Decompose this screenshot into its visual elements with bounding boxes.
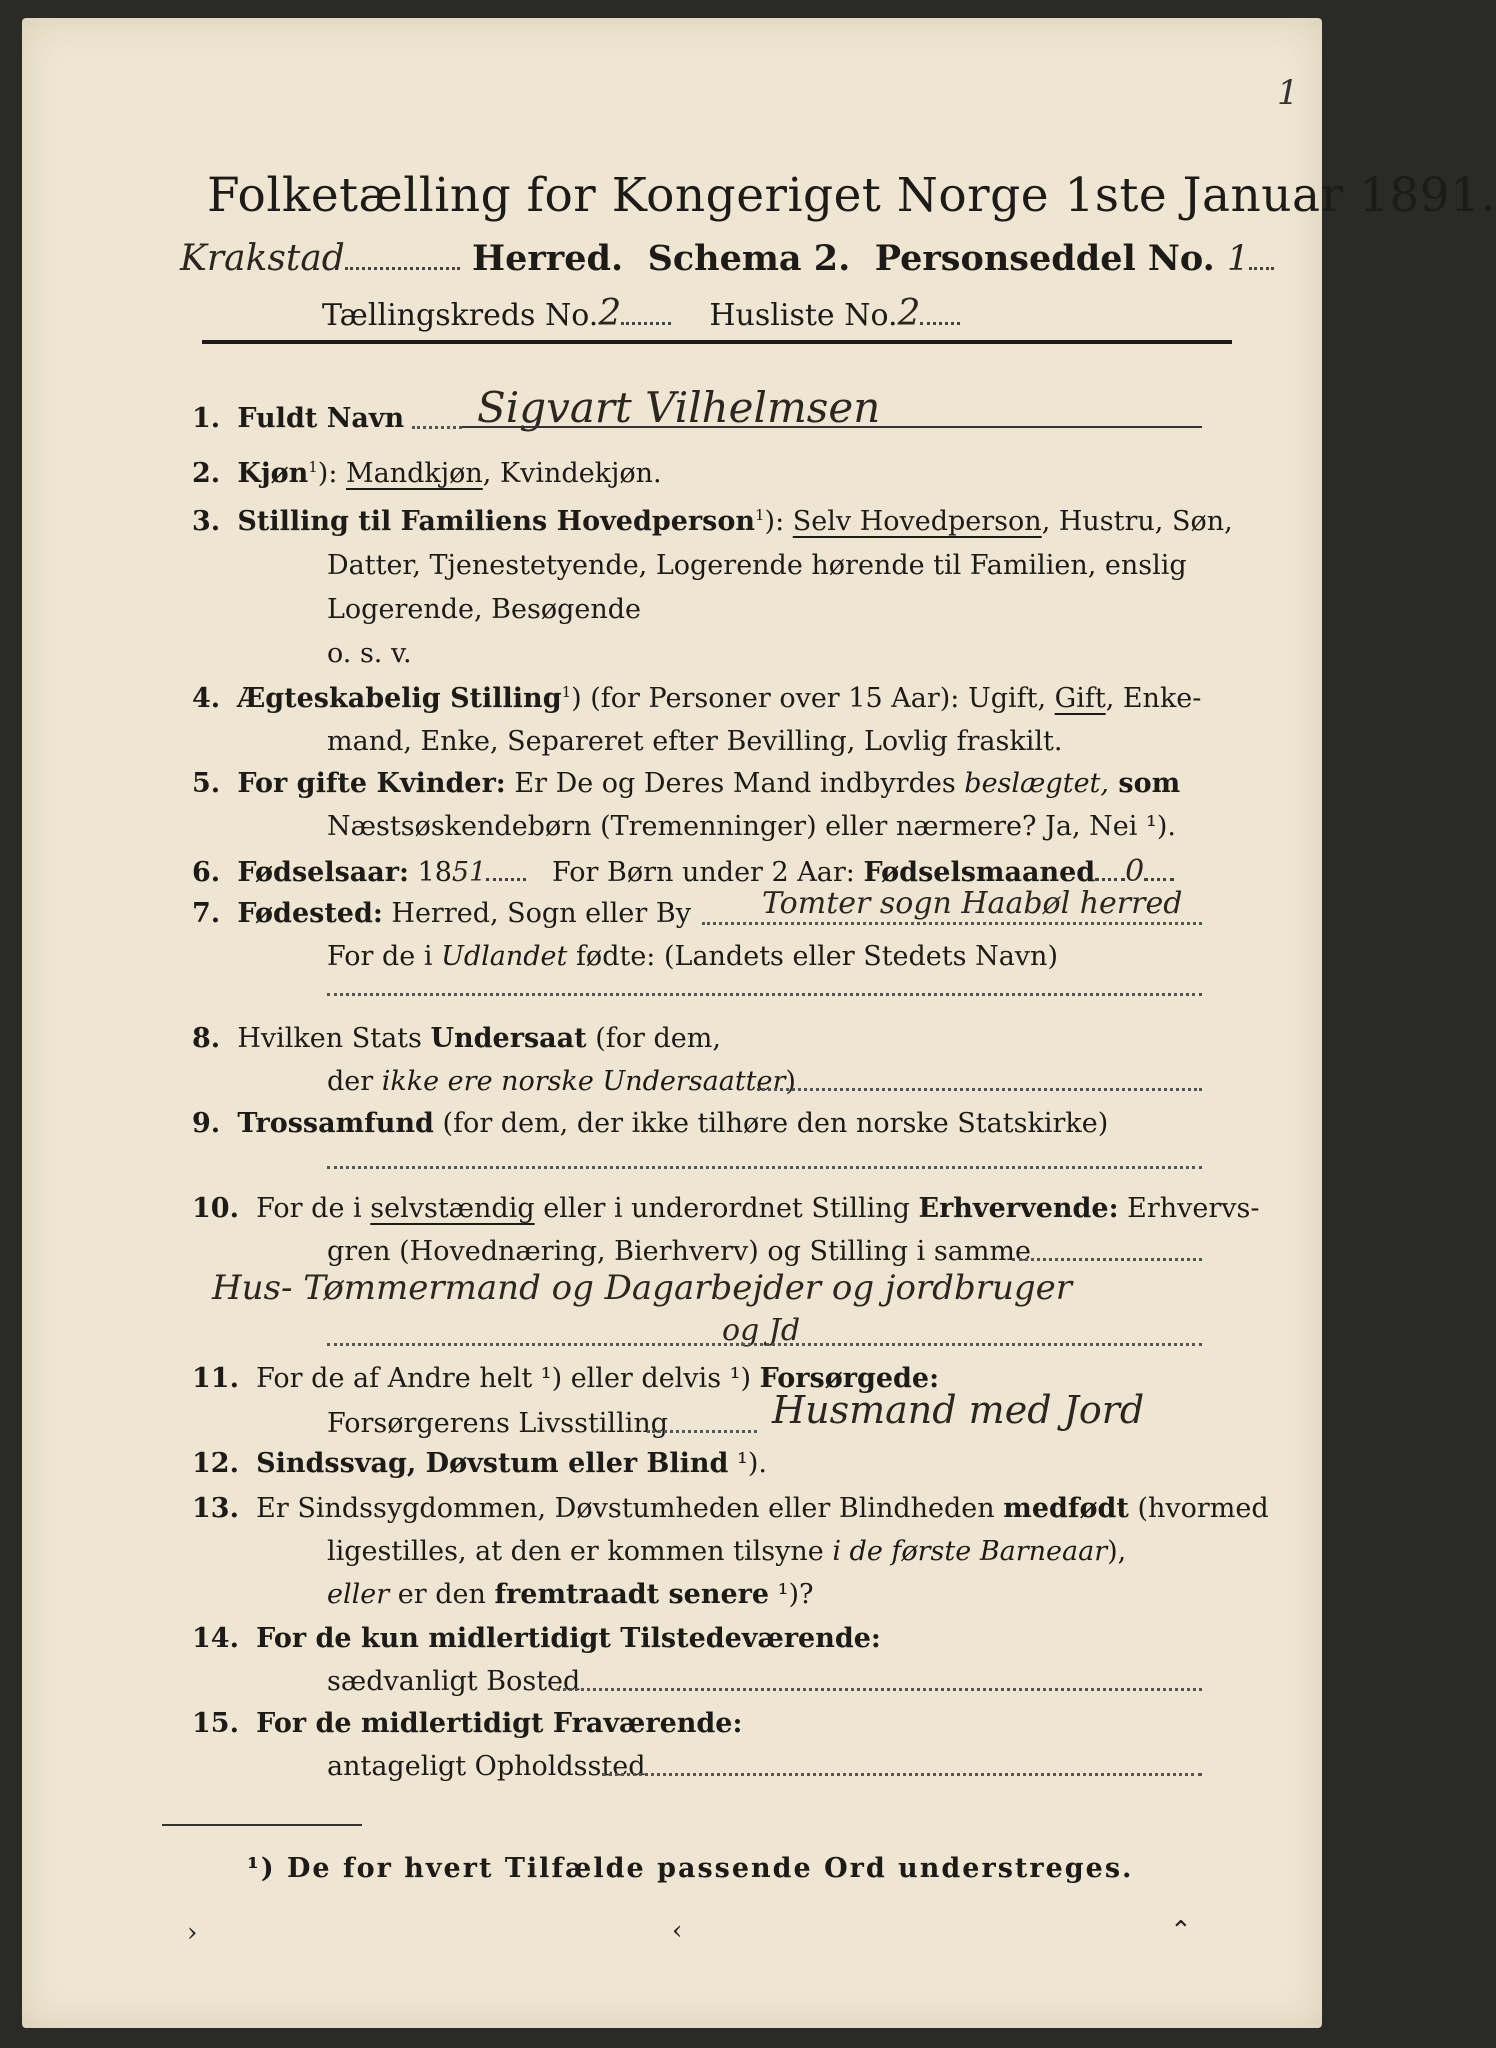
q8-label: Undersaat [430,1023,587,1054]
q5-text: Er De og Deres Mand indbyrdes [505,768,965,799]
q15-row [192,1708,742,1739]
q3-label: Stilling til Familiens Hovedperson [237,506,755,537]
q8-number: 8. [192,1023,221,1054]
footnote-divider [162,1824,362,1826]
q5-row [192,768,1180,799]
q1-number: 1. [192,403,221,434]
q10-text-b: eller i underordnet Stilling [534,1193,919,1224]
q7-line2-text: For de i [327,941,442,972]
q6-text: For Børn under 2 Aar: [552,857,864,888]
q14-text: For de kun [256,1623,429,1654]
q5-number: 5. [192,768,221,799]
herred-row [180,238,1274,279]
q10-underlined: selvstændig [370,1193,535,1224]
herred-value: Krakstad [180,238,345,279]
q7-answer-line [702,922,1202,925]
q10-row [192,1193,1260,1224]
q6-year-prefix: 18 [417,857,452,888]
taellingskreds-row [322,293,960,334]
husliste-label: Husliste No. [709,298,898,333]
q9-blank-line [327,1166,1202,1169]
q6-label: Fødselsaar: [237,857,409,888]
footnote: ¹) De for hvert Tilfælde passende Ord understreges. [247,1853,1134,1884]
q11-number: 11. [192,1363,239,1394]
q10-answer: Hus- Tømmermand og Dagarbejder og jordbruger [212,1268,1072,1308]
q6-year-value: 51 [451,857,487,888]
q15-text: For de [256,1708,361,1739]
q10-text: For de i [256,1193,371,1224]
q15-answer-line [602,1773,1202,1776]
q7-blank-line [327,993,1202,996]
q15-line2: antageligt Opholdssted [327,1751,646,1782]
q6-row [192,854,1174,889]
q12-text: ¹). [728,1448,767,1479]
q3-rest: , Hustru, Søn, [1041,506,1233,537]
q2-label: Kjøn [237,458,309,489]
q8-answer-line [757,1088,1202,1091]
q9-label: Trossamfund [237,1108,434,1139]
q11-label: Forsørgede: [759,1363,940,1394]
q3-line3: Logerende, Besøgende [327,594,641,625]
q3-text: ): [764,506,793,537]
q12-number: 12. [192,1448,239,1479]
q1-answer-line [462,426,1202,428]
q14-answer-line [557,1688,1202,1691]
q10-text-c: Erhvervs- [1118,1193,1260,1224]
corner-page-mark: 1 [1277,73,1299,113]
census-form-page [22,18,1496,2028]
q7-number: 7. [192,898,221,929]
q7-row [192,898,691,929]
q4-number: 4. [192,683,221,714]
herred-label: Herred. [472,238,624,279]
q11-dotted-line [647,1430,757,1433]
q7-text: Herred, Sogn eller By [382,898,691,929]
q3-line4: o. s. v. [327,638,412,669]
form-title: Folketælling for Kongeriget Norge 1ste Januar 1891. [207,168,1496,223]
q14-row [192,1623,881,1654]
personseddel-label: Personseddel No. [874,238,1215,279]
q13-line3-bold: fremtraadt senere [494,1579,770,1610]
q5-line2: Næstsøskendebørn (Tremenninger) eller nærmere? Ja, Nei ¹). [327,811,1176,842]
q4-line2: mand, Enke, Separeret efter Bevilling, Lovlig fraskilt. [327,726,1063,757]
q12-label: Sindssvag, Døvstum eller Blind [256,1448,729,1479]
personseddel-value: 1 [1227,239,1250,279]
q8-row [192,1023,721,1054]
q8-text-b: (for dem, [586,1023,721,1054]
q6-month-value: 0 [1125,854,1145,889]
q10-line2: gren (Hovednæring, Bierhverv) og Stilling i samme [327,1236,1032,1267]
q2-text: ): [317,458,346,489]
q4-option-selected: Gift [1054,683,1106,714]
q13-row [192,1493,1269,1524]
q11-line2: Forsørgerens Livsstilling [327,1408,669,1439]
q5-italic: beslægtet, [964,768,1109,799]
q9-text: (for dem, der ikke tilhøre den norske Statskirke) [433,1108,1109,1139]
q13-label: medfødt [1003,1493,1129,1524]
q9-row [192,1108,1108,1139]
q13-line2-rest: ), [1107,1536,1127,1567]
q5-rest: som [1108,768,1181,799]
q2-sup: 1 [308,458,318,476]
q3-row [192,506,1233,537]
q13-line2 [327,1536,1126,1567]
q5-label: For gifte Kvinder: [237,768,506,799]
q13-line3-text: er den [389,1579,495,1610]
q6-number: 6. [192,857,221,888]
q9-number: 9. [192,1108,221,1139]
q13-text-b: (hvormed [1128,1493,1269,1524]
q8-line2-italic: ikke ere norske Undersaatter [381,1066,786,1097]
q4-rest: , Enke- [1105,683,1202,714]
q13-line2-italic: i de første Barneaar [832,1536,1108,1567]
q1-label: Fuldt Navn [237,403,405,434]
q2-number: 2. [192,458,221,489]
q14-label: midlertidigt Tilstedeværende: [428,1623,881,1654]
q10-dotted-line [1012,1258,1202,1261]
schema-label: Schema 2. [647,238,851,279]
q8-text: Hvilken Stats [237,1023,431,1054]
husliste-value: 2 [897,293,921,334]
q7-answer: Tomter sogn Haabøl herred [762,886,1183,921]
q7-line2 [327,941,1058,972]
q11-text: For de af Andre helt ¹) eller delvis ¹) [256,1363,751,1394]
q4-label: Ægteskabelig Stilling [237,683,562,714]
q4-row [192,683,1201,714]
q10-answer-line2: og Jd [722,1313,801,1348]
q3-sup: 1 [754,506,765,524]
q11-answer: Husmand med Jord [772,1388,1145,1432]
q12-row [192,1448,767,1479]
q8-line2 [327,1066,796,1097]
stray-mark-center: ‹ [672,1916,683,1946]
q14-number: 14. [192,1623,239,1654]
q7-label: Fødested: [237,898,383,929]
stray-mark-right: ⌃ [1170,1916,1192,1946]
q4-text: ) (for Personer over 15 Aar): Ugift, [571,683,1055,714]
q13-line3-italic: eller [327,1579,390,1610]
taellingskreds-label: Tællingskreds No. [322,298,599,333]
q13-line2-text: ligestilles, at den er kommen tilsyne [327,1536,833,1567]
stray-mark-left: › [187,1918,198,1948]
q4-sup: 1 [561,683,572,701]
q3-number: 3. [192,506,221,537]
q6-month-label: Fødselsmaaned [863,857,1096,888]
q8-line2-text: der [327,1066,382,1097]
q10-number: 10. [192,1193,239,1224]
q13-line3-rest: ¹)? [769,1579,814,1610]
q2-option-selected: Mandkjøn [346,458,483,489]
q10-label: Erhvervende: [918,1193,1119,1224]
q15-label: midlertidigt Fraværende: [360,1708,743,1739]
q1-row [192,403,404,434]
q3-option-selected: Selv Hovedperson [792,506,1042,537]
q1-dotted-line [412,426,462,429]
q13-number: 13. [192,1493,239,1524]
q2-row [192,458,662,489]
q14-line2: sædvanligt Bosted [327,1666,581,1697]
header-divider [202,340,1232,344]
q15-number: 15. [192,1708,239,1739]
q10-blank-line [327,1343,1202,1346]
taellingskreds-value: 2 [598,293,622,334]
q7-line2-rest: fødte: (Landets eller Stedets Navn) [567,941,1058,972]
q13-text: Er Sindssygdommen, Døvstumheden eller Blindheden [256,1493,1004,1524]
q3-line2: Datter, Tjenestetyende, Logerende hørende til Familien, enslig [327,550,1187,581]
q7-line2-italic: Udlandet [441,941,568,972]
q8-line2-rest: ) [785,1066,796,1097]
q1-answer: Sigvart Vilhelmsen [477,383,881,432]
q2-option-other: , Kvindekjøn. [482,458,662,489]
q13-line3 [327,1579,813,1610]
